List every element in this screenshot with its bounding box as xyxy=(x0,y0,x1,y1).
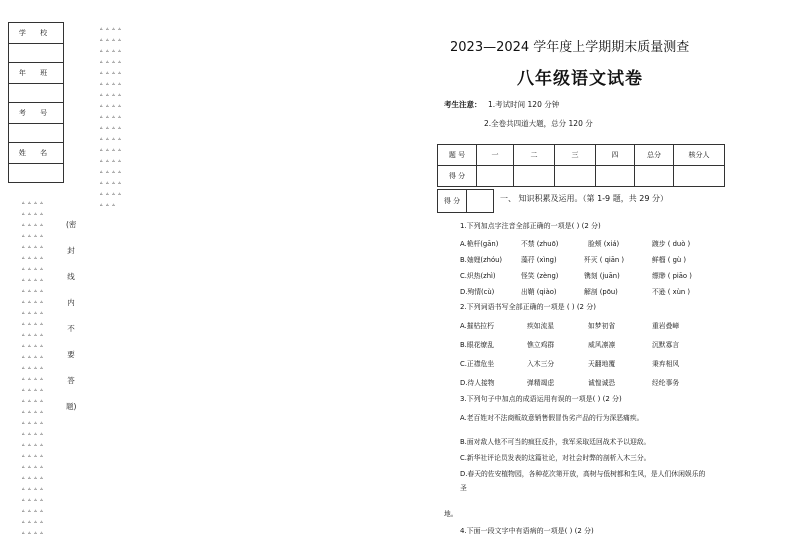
notes-line-2: 2.全卷共四道大题，总分 120 分 xyxy=(484,119,593,128)
seal-mark: ▵ ▵ ▵ ▵ xyxy=(22,442,44,448)
question-2-stem: 2.下列词语书写全部正确的一项是 ( ) (2 分) xyxy=(460,303,596,311)
seal-mark: ▵ ▵ ▵ ▵ xyxy=(22,453,44,459)
question-1-stem: 1.下列加点字注音全部正确的一项是( ) (2 分) xyxy=(460,222,601,230)
seal-mark: ▵ ▵ ▵ ▵ xyxy=(22,354,44,360)
class-label: 年 班 xyxy=(9,63,64,84)
question-3-option: A.老百姓对不法商贩故意销售假冒伪劣产品的行为深恶痛疾。 xyxy=(460,414,644,422)
seal-mark: ▵ ▵ ▵ ▵ xyxy=(22,255,44,261)
question-2-option: B.眼花缭乱 xyxy=(460,341,495,349)
score-header-cell: 二 xyxy=(514,145,555,166)
question-1-option: 鲜榴 ( gù ) xyxy=(652,256,687,264)
score-header-cell: 总分 xyxy=(635,145,674,166)
score-cell[interactable] xyxy=(514,166,555,187)
question-4-stem: 4.下面一段文字中有语病的一项是( ) (2 分) xyxy=(460,527,594,535)
seal-mark: ▵ ▵ ▵ ▵ xyxy=(22,200,44,206)
score-cell[interactable] xyxy=(555,166,596,187)
seal-mark: ▵ ▵ ▵ ▵ xyxy=(22,530,44,536)
score-table xyxy=(437,144,725,187)
seal-mark: ▵ ▵ ▵ ▵ xyxy=(100,114,122,120)
score-header-cell: 题 号 xyxy=(438,145,477,166)
question-1-option: 藻荇 (xìng) xyxy=(521,256,557,264)
question-2-option: 天翻地覆 xyxy=(588,360,616,368)
seal-mark: ▵ ▵ ▵ ▵ xyxy=(22,343,44,349)
seal-mark: ▵ ▵ ▵ ▵ xyxy=(100,125,122,131)
seal-line-notice: (密封线内不要答题) xyxy=(66,220,77,411)
seal-marks-right xyxy=(100,24,122,211)
seal-mark: ▵ ▵ ▵ ▵ xyxy=(22,519,44,525)
question-3-stem: 3.下列句子中加点的成语运用有误的一项是( ) (2 分) xyxy=(460,395,622,403)
question-2-option: 威风凛凛 xyxy=(588,341,616,349)
question-2-option: 如梦初省 xyxy=(588,322,616,330)
seal-mark: ▵ ▵ ▵ ▵ xyxy=(22,222,44,228)
score-header-cell: 一 xyxy=(477,145,514,166)
question-1-option: 脸颊 (xiá) xyxy=(588,240,620,248)
question-1-option: B.妯娌(zhóu) xyxy=(460,256,503,264)
seal-mark: ▵ ▵ ▵ ▵ xyxy=(100,147,122,153)
question-2-option: 重岩叠嶂 xyxy=(652,322,680,330)
question-2-option: A.摧枯拉朽 xyxy=(460,322,494,330)
score-cell[interactable] xyxy=(477,166,514,187)
question-2-option: 诚惶诚恐 xyxy=(588,379,616,387)
question-1-option: 解剖 (pōu) xyxy=(584,288,618,296)
seal-marks-left xyxy=(22,198,44,539)
seal-mark: ▵ ▵ ▵ ▵ xyxy=(100,169,122,175)
notes-label: 考生注意： xyxy=(444,100,482,109)
section-score-label: 得 分 xyxy=(438,190,467,213)
name-field[interactable] xyxy=(9,164,64,183)
seal-mark: ▵ ▵ ▵ ▵ xyxy=(22,420,44,426)
question-2-option: D.待人接物 xyxy=(460,379,495,387)
seal-mark: ▵ ▵ ▵ ▵ xyxy=(22,233,44,239)
seal-mark: ▵ ▵ ▵ ▵ xyxy=(22,288,44,294)
seal-mark: ▵ ▵ ▵ ▵ xyxy=(22,464,44,470)
question-2-option: C.正襟危坐 xyxy=(460,360,495,368)
seal-mark: ▵ ▵ ▵ ▵ xyxy=(22,332,44,338)
seal-mark: ▵ ▵ ▵ ▵ xyxy=(100,180,122,186)
seal-mark: ▵ ▵ ▵ ▵ xyxy=(22,266,44,272)
seal-mark: ▵ ▵ ▵ ▵ xyxy=(22,398,44,404)
seal-mark: ▵ ▵ ▵ ▵ xyxy=(100,59,122,65)
score-cell[interactable] xyxy=(596,166,635,187)
score-row-label: 得 分 xyxy=(438,166,477,187)
seal-mark: ▵ ▵ ▵ ▵ xyxy=(22,365,44,371)
seal-mark: ▵ ▵ ▵ ▵ xyxy=(22,387,44,393)
question-1-option: 不禁 (zhuō) xyxy=(521,240,559,248)
seal-mark: ▵ ▵ ▵ ▵ xyxy=(22,299,44,305)
seal-mark: ▵ ▵ ▵ ▵ xyxy=(22,409,44,415)
score-header-cell: 三 xyxy=(555,145,596,166)
seal-mark: ▵ ▵ ▵ ▵ xyxy=(22,376,44,382)
question-2-option: 憔立鸡群 xyxy=(527,341,555,349)
seal-mark: ▵ ▵ ▵ ▵ xyxy=(22,310,44,316)
question-2-option: 秉弃相风 xyxy=(652,360,680,368)
question-1-option: A.桅杆(gān) xyxy=(460,240,499,248)
question-1-option: 镌刻 (juān) xyxy=(584,272,620,280)
exam-title: 2023—2024 学年度上学期期末质量测查 xyxy=(450,40,690,55)
seal-mark: ▵ ▵ ▵ ▵ xyxy=(100,70,122,76)
question-2-option: 弹精竭虑 xyxy=(527,379,555,387)
exam-number-label: 考 号 xyxy=(9,103,64,124)
score-cell[interactable] xyxy=(635,166,674,187)
exam-subject-title: 八年级语文试卷 xyxy=(517,69,643,89)
question-1-option: 不逊 ( xùn ) xyxy=(652,288,691,296)
score-header-cell: 核分人 xyxy=(674,145,725,166)
seal-mark: ▵ ▵ ▵ ▵ xyxy=(22,431,44,437)
question-1-option: 出鞘 (qiào) xyxy=(521,288,557,296)
school-label: 学 校 xyxy=(9,23,64,44)
seal-mark: ▵ ▵ ▵ ▵ xyxy=(100,191,122,197)
question-1-option: 歼灭 ( qiān ) xyxy=(584,256,625,264)
question-3-option-wrap: 圣 xyxy=(460,484,467,492)
question-2-option: 经纶事务 xyxy=(652,379,680,387)
student-info-table xyxy=(8,22,64,183)
question-2-option: 入木三分 xyxy=(527,360,555,368)
question-1-option: C.炽热(zhì) xyxy=(460,272,496,280)
question-1-option: 踱步 ( duò ) xyxy=(652,240,691,248)
seal-mark: ▵ ▵ ▵ ▵ xyxy=(100,92,122,98)
section-score-cell[interactable] xyxy=(467,190,494,213)
notes-line-1: 1.考试时间 120 分钟 xyxy=(488,100,560,109)
question-2-option: 疾如流星 xyxy=(527,322,555,330)
seal-mark: ▵ ▵ ▵ ▵ xyxy=(100,158,122,164)
question-1-option: 缥缈 ( piāo ) xyxy=(652,272,692,280)
score-cell[interactable] xyxy=(674,166,725,187)
seal-mark: ▵ ▵ ▵ ▵ xyxy=(22,508,44,514)
seal-mark: ▵ ▵ ▵ ▵ xyxy=(100,48,122,54)
section-title: 一、 知识积累及运用。（第 1-9 题，共 29 分） xyxy=(500,194,668,203)
seal-mark: ▵ ▵ ▵ ▵ xyxy=(22,486,44,492)
question-3-continuation: 地。 xyxy=(444,510,458,518)
seal-mark: ▵ ▵ ▵ xyxy=(100,202,116,208)
section-score-box xyxy=(437,189,494,213)
seal-mark: ▵ ▵ ▵ ▵ xyxy=(22,475,44,481)
exam-number-field[interactable] xyxy=(9,124,64,143)
question-3-option: C.新华社评论员发表的这篇社论，对社会时弊的剖析入木三分。 xyxy=(460,454,651,462)
question-3-option: B.面对敌人他不可当的疯狂反扑，我军采取廷回战术予以迎敌。 xyxy=(460,438,651,446)
seal-mark: ▵ ▵ ▵ ▵ xyxy=(100,37,122,43)
seal-mark: ▵ ▵ ▵ ▵ xyxy=(22,321,44,327)
question-2-option: 沉默寡言 xyxy=(652,341,680,349)
school-field[interactable] xyxy=(9,44,64,63)
seal-mark: ▵ ▵ ▵ ▵ xyxy=(22,497,44,503)
seal-mark: ▵ ▵ ▵ ▵ xyxy=(22,277,44,283)
seal-mark: ▵ ▵ ▵ ▵ xyxy=(22,211,44,217)
seal-mark: ▵ ▵ ▵ ▵ xyxy=(100,81,122,87)
score-header-cell: 四 xyxy=(596,145,635,166)
seal-mark: ▵ ▵ ▵ ▵ xyxy=(22,244,44,250)
question-1-option: D.殉情(cù) xyxy=(460,288,495,296)
name-label: 姓 名 xyxy=(9,143,64,164)
question-1-option: 怪笑 (zèng) xyxy=(521,272,559,280)
seal-mark: ▵ ▵ ▵ ▵ xyxy=(100,136,122,142)
question-3-option: D.春天的佐安植物园，各种花次第开放，高树与低树都和生风，是人们休闲娱乐的 xyxy=(460,470,706,478)
seal-mark: ▵ ▵ ▵ ▵ xyxy=(100,103,122,109)
class-field[interactable] xyxy=(9,84,64,103)
seal-mark: ▵ ▵ ▵ ▵ xyxy=(100,26,122,32)
